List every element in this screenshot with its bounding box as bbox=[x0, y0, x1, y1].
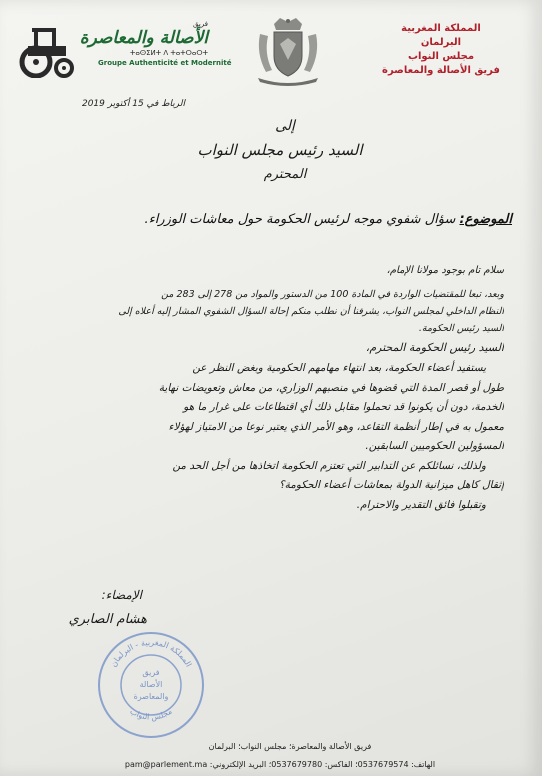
subject-label: الموضوع: bbox=[459, 212, 512, 227]
body-line: ولذلك، نسائلكم عن التدابير التي تعتزم الحكومة اتخاذها من أجل الحد من bbox=[172, 459, 486, 472]
footer-contacts: الهاتف: 0537679574؛ الفاكس: 0537679780؛ البريد الإلكتروني: pam@parlement.ma bbox=[124, 760, 436, 769]
subject-line bbox=[32, 212, 512, 227]
intro-paragraph bbox=[34, 286, 504, 337]
body-line: الخدمة، دون أن يكونوا قد تحملوا مقابل ذلك أي اقتطاعات على غرار ما هو bbox=[183, 401, 504, 413]
greeting bbox=[34, 262, 504, 279]
address-line bbox=[34, 339, 504, 356]
body-line: المسؤولين الحكوميين السابقين. bbox=[365, 440, 504, 452]
party-tifinagh: ⵜⴰⵙⵉⵍⵜ ⴷ ⵜⴰⵜⵔⴰⵔⵜ bbox=[130, 49, 208, 57]
body-line: طول أو قصر المدة التي قضوها في منصبهم الوزاري، من معاش وتعويضات نهاية bbox=[158, 381, 504, 394]
party-name: الأصالة والمعاصرة bbox=[79, 28, 208, 48]
body-line: معمول به في إطار أنظمة التقاعد، وهو الأمر الذي يعتبر نوعا من الامتياز لهؤلاء bbox=[168, 420, 504, 433]
stamp-line: والمعاصرة bbox=[133, 692, 169, 701]
official-stamp-icon bbox=[96, 630, 206, 740]
footer-address: فريق الأصالة والمعاصرة؛ مجلس النواب؛ البرلمان bbox=[208, 742, 372, 751]
party-logo-text bbox=[79, 20, 232, 68]
address-text: السيد رئيس الحكومة المحترم، bbox=[365, 341, 504, 354]
party-group-word: فريق bbox=[193, 20, 208, 28]
main-paragraph bbox=[34, 359, 504, 515]
stamp-top-arc: المملكة المغربية - البرلمان bbox=[108, 637, 194, 669]
party-french-name: Groupe Authenticité et Modernité bbox=[98, 59, 232, 67]
greeting-text: سلام تام بوجود مولانا الإمام، bbox=[386, 265, 504, 276]
intro-line: السيد رئيس الحكومة. bbox=[418, 323, 504, 334]
recipient-to: إلى bbox=[275, 118, 295, 134]
body-line: إثقال كاهل ميزانية الدولة بمعاشات أعضاء الحكومة؟ bbox=[279, 479, 504, 491]
kingdom-label: المملكة المغربية bbox=[401, 23, 481, 34]
stamp-line: فريق bbox=[142, 668, 160, 677]
recipient-honorific: المحترم bbox=[263, 167, 307, 182]
royal-emblem-icon bbox=[250, 14, 326, 86]
subject-text: سؤال شفوي موجه لرئيس الحكومة حول معاشات الوزراء. bbox=[144, 212, 456, 227]
intro-line: النظام الداخلي لمجلس النواب، يشرفنا أن نطلب منكم إحالة السؤال الشفوي المشار إليه أعلاه إلى bbox=[118, 306, 504, 317]
signature-label: الإمضاء: bbox=[101, 588, 142, 602]
stamp-line: الأصالة bbox=[139, 680, 163, 689]
group-label: فريق الأصالة والمعاصرة bbox=[382, 65, 500, 76]
stamp-bottom-arc: مجلس النواب bbox=[128, 706, 174, 722]
house-label: مجلس النواب bbox=[407, 51, 475, 62]
recipient-name: السيد رئيس مجلس النواب bbox=[197, 141, 363, 159]
institution-header bbox=[366, 22, 516, 78]
intro-line: وبعد، تبعا للمقتضيات الواردة في المادة 100 من الدستور والمواد من 278 إلى 283 من bbox=[161, 289, 504, 300]
tractor-logo-icon bbox=[18, 24, 74, 78]
letter-date: الرباط في 15 أكتوبر 2019 bbox=[81, 99, 185, 109]
body-line: وتقبلوا فائق التقدير والاحترام. bbox=[356, 498, 486, 511]
signatory-name: هشام الصابري bbox=[68, 612, 147, 627]
parliament-label: البرلمان bbox=[420, 37, 462, 48]
body-line: يستفيد أعضاء الحكومة، بعد انتهاء مهامهم الحكومية وبغض النظر عن bbox=[192, 362, 486, 374]
